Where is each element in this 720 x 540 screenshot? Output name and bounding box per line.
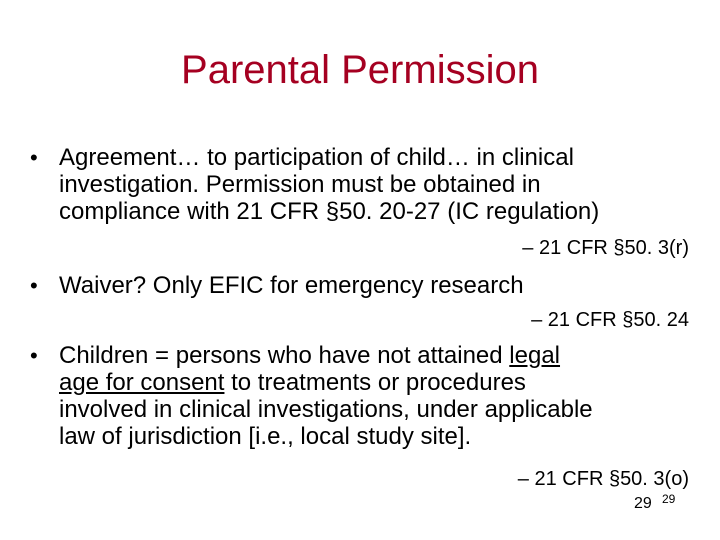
citation: – 21 CFR §50. 24 — [531, 309, 689, 331]
bullet-line — [59, 342, 700, 369]
page-number: 29 — [634, 495, 652, 512]
bullet-line: involved in clinical investigations, under applicable — [59, 396, 593, 423]
line-text: Children = persons who have not attained — [59, 342, 510, 369]
bullet-line: Agreement… to participation of child… in clinical — [59, 144, 574, 171]
bullet-line: investigation. Permission must be obtained in — [59, 171, 541, 198]
underlined-term: legal — [509, 342, 561, 369]
citation: – 21 CFR §50. 3(o) — [517, 468, 689, 490]
bullet-line: Waiver? Only EFIC for emergency research — [59, 272, 524, 299]
bullet-text — [59, 272, 700, 299]
bullet-icon: • — [30, 145, 38, 170]
underlined-term: age for consent — [59, 369, 225, 396]
line-text: to treatments or procedures — [224, 369, 526, 396]
bullet-agreement — [30, 144, 700, 225]
bullet-line: law of jurisdiction [i.e., local study site]. — [59, 423, 472, 450]
bullet-icon: • — [30, 273, 38, 298]
bullet-line: compliance with 21 CFR §50. 20-27 (IC regulation) — [59, 198, 600, 225]
bullet-text — [59, 144, 700, 225]
page-number-superscript: 29 — [662, 492, 676, 506]
bullet-children — [30, 342, 700, 450]
bullet-waiver — [30, 272, 700, 299]
bullet-text — [59, 342, 700, 450]
bullet-icon: • — [30, 343, 38, 368]
slide-title: Parental Permission — [181, 48, 539, 92]
citation: – 21 CFR §50. 3(r) — [522, 237, 689, 259]
bullet-line — [59, 369, 700, 396]
